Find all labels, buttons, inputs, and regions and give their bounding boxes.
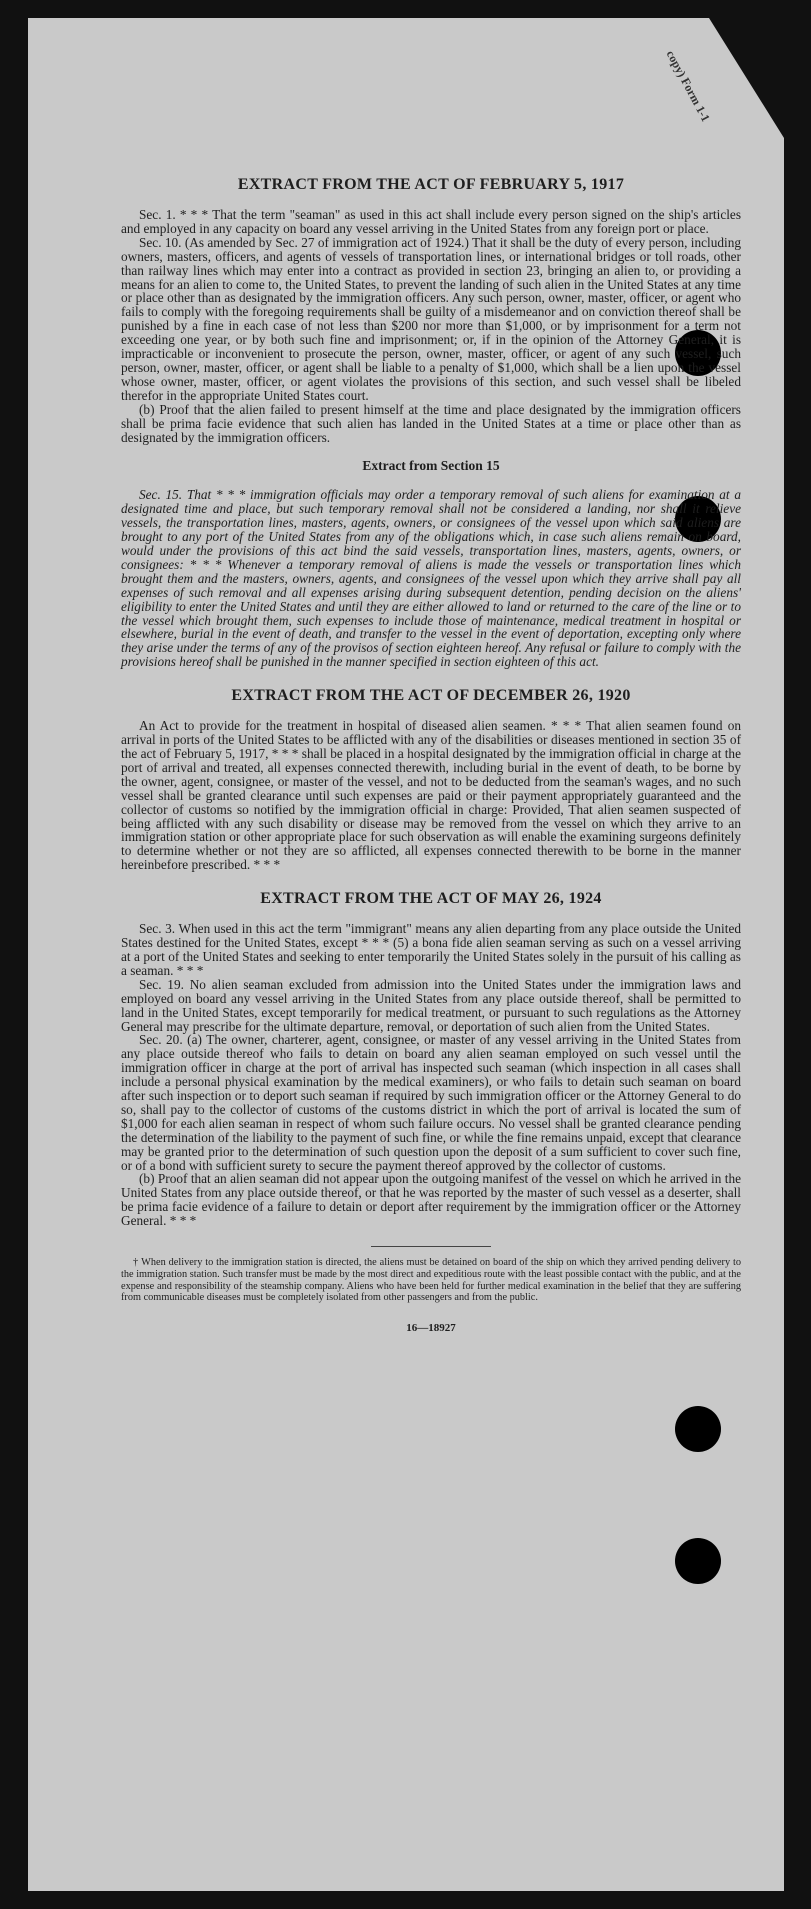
corner-note: copy) Form 1-1 — [663, 48, 713, 125]
paragraph: (b) Proof that the alien failed to present himself at the time and place designated by the immigration officers shall be prima facie evidence that such alien has landed in the United States at a time or place other than as designated by the immigration officers. — [121, 401, 741, 445]
section-heading: EXTRACT FROM THE ACT OF MAY 26, 1924 — [260, 890, 602, 908]
paragraph: Sec. 15. That * * * immigration officials may order a temporary removal of such aliens for examination at a designated time and place, but such temporary removal shall not be considered a landing, nor shall it relieve vessels, the transportation lines, masters, agents, owners, or consignees of the vessel upon which said aliens are brought to any port of the United States from any of the obligations which, in case such aliens remain on board, would under the provisions of this act bind the said vessels, transportation lines, masters, agents, owners, or consignees: * * * Whenever a temporary removal of aliens is made the vessels or transportation lines which brought them and the masters, owners, agents, and consignees of the vessel upon which they arrive shall pay all expenses of such removal and all expenses arising during subsequent detention, pending decision on the aliens' eligibility to enter the United States and until they are either allowed to land or returned to the care of the line or to the vessel which brought them, such expenses to include those of maintenance, medical treatment in hospital or elsewhere, burial in the event of death, and transfer to the vessel in the event of deportation, excepting only where they arise under the terms of any of the provisos of section eighteen hereof. Any refusal or failure to comply with the provisions hereof shall be punished in the manner specified in section eighteen of this act. — [121, 487, 741, 670]
section-heading: EXTRACT FROM THE ACT OF FEBRUARY 5, 1917 — [237, 176, 625, 193]
paragraph: Sec. 1. * * * That the term "seaman" as used in this act shall include every person signed on the ship's articles and employed in any capacity on board any vessel arriving in the United States from any foreign port or place. — [121, 207, 741, 236]
document-body — [121, 176, 741, 1334]
punch-hole — [675, 1406, 721, 1452]
paragraph: Sec. 3. When used in this act the term "immigrant" means any alien departing from any place outside the United States destined for the United States, except * * * (5) a bona fide alien seaman serving as such on a vessel arriving at a port of the United States and seeking to enter temporarily the United States solely in the pursuit of his calling as a seaman. * * * — [121, 921, 741, 978]
folded-corner — [709, 18, 784, 138]
punch-hole — [675, 1538, 721, 1584]
paragraph: Sec. 10. (As amended by Sec. 27 of immigration act of 1924.) That it shall be the duty of every person, including owners, masters, officers, and agents of vessels of transportation lines, or international bridges or toll roads, other than railway lines which may enter into a contract as provided in section 23, bringing an alien to, or providing a means for an alien to come to, the United States, to prevent the landing of such alien in the United States at any time or place other than as designated by the immigration officers. Any such person, owner, master, officer, or agent who fails to comply with the foregoing requirements shall be guilty of a misdemeanor and on conviction thereof shall be punished by a fine in each case of not less than $200 nor more than $1,000, or by imprisonment for a term not exceeding one year, or by both such fine and imprisonment; or, if in the opinion of the Attorney General, it is impracticable or inconvenient to prosecute the person, owner, master, officer, or agent of any such vessel, such person, owner, master, officer, or agent shall be liable to a penalty of $1,000, which shall be a lien upon the vessel whose owner, master, officer, or agent violates the provisions of this section, and such vessel shall be libeled therefor in the appropriate United States court. — [121, 234, 741, 403]
section-heading: EXTRACT FROM THE ACT OF DECEMBER 26, 1920 — [231, 687, 631, 705]
paragraph: An Act to provide for the treatment in hospital of diseased alien seamen. * * * That alien seamen found on arrival in ports of the United States to be afflicted with any of the disabilities or diseases mentioned in section 35 of the act of February 5, 1917, * * * shall be placed in a hospital designated by the immigration official in charge at the port of arrival and treated, all expenses connected therewith, including burial in the event of death, to be borne by the owner, agent, consignee, or master of the vessel, and not to be deducted from the seaman's wages, and no such vessel shall be granted clearance until such expenses are paid or their payment appropriately guaranteed and the collector of customs so notified by the immigration official in charge: Provided, That alien seamen suspected of being afflicted with any such disability or disease may be removed from the vessel on which they arrive to an immigration station or other appropriate place for such observation as will enable the examining surgeons definitely to determine whether or not they are so afflicted, all expenses connected therewith to be borne in the manner hereinbefore prescribed. * * * — [121, 718, 741, 873]
form-code: 16—18927 — [406, 1321, 456, 1334]
footnote: † When delivery to the immigration station is directed, the aliens must be detained on board of the ship on which they arrived pending delivery to the immigration station. Such transfer must be made by the most direct and expeditious route with the least possible contact with the public, and at the expense and responsibility of the steamship company. Aliens who have been held for further medical examination in the belief that they are suffering from communicable diseases must be completely isolated from other passengers and from the public. — [121, 1257, 741, 1304]
paragraph: (b) Proof that an alien seaman did not appear upon the outgoing manifest of the vessel on which he arrived in the United States from any place outside thereof, or that he was reported by the master of such vessel as a deserter, shall be prima facie evidence of a failure to detain or deport after requirement by the immigration officer or the Attorney General. * * * — [121, 1171, 741, 1229]
paragraph: Sec. 19. No alien seaman excluded from admission into the United States under the immigration laws and employed on board any vessel arriving in the United States from any place outside thereof, shall be permitted to land in the United States, except temporarily for medical treatment, or pursuant to such regulations as the Attorney General may prescribe for the ultimate departure, removal, or deportation of such alien from the United States. — [121, 976, 741, 1034]
subsection-heading: Extract from Section 15 — [362, 458, 500, 474]
document-page — [28, 18, 784, 1891]
divider — [371, 1246, 491, 1247]
paragraph: Sec. 20. (a) The owner, charterer, agent, consignee, or master of any vessel arriving in the United States from any place outside thereof who fails to detain on board any alien seaman employed on such vessel until the immigration officer in charge at the port of arrival has inspected such seaman (which inspection in all cases shall include a personal physical examination by the medical examiners), or who fails to detain such seaman on board after such inspection or to deport such seaman if required by such immigration officer or the Attorney General to do so, shall pay to the collector of customs of the customs district in which the port of arrival is located the sum of $1,000 for each alien seaman in respect of whom such failure occurs. No vessel shall be granted clearance pending the determination of the liability to the payment of such fine, or while the fine remains unpaid, except that clearance may be granted prior to the determination of such question upon the deposit of a sum sufficient to cover such fine, or of a bond with sufficient surety to secure the payment thereof approved by the collector of customs. — [121, 1032, 741, 1173]
